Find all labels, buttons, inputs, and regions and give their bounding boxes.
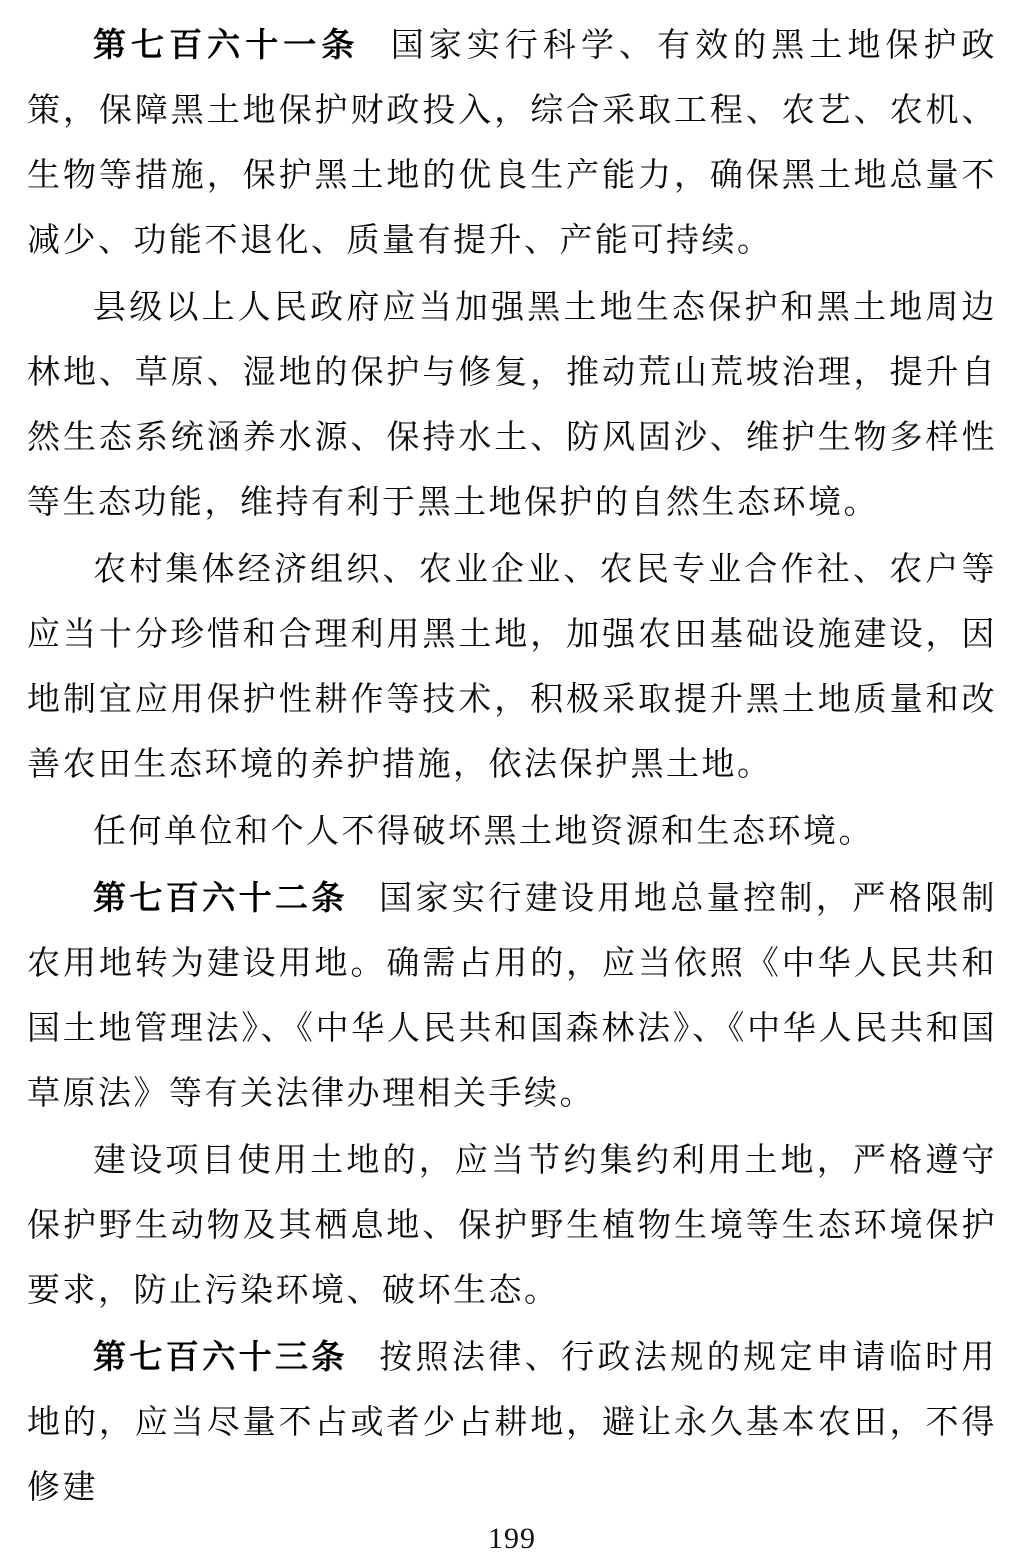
paragraph-text: 县级以上人民政府应当加强黑土地生态保护和黑土地周边林地、草原、湿地的保护与修复，推动荒山荒坡治理，提升自然生态系统涵养水源、保持水土、防风固沙、维护生物多样性等生态功能，维持有利于黑土地保护的自然生态环境。 bbox=[27, 290, 997, 521]
document-body bbox=[27, 12, 997, 1521]
article-number: 第七百六十一条 bbox=[93, 26, 360, 63]
article-number: 第七百六十三条 bbox=[93, 1338, 348, 1375]
law-paragraph bbox=[27, 798, 997, 865]
paragraph-text: 按照法律、行政法规的规定申请临时用地的，应当尽量不占或者少占耕地，避让永久基本农田，不得修建 bbox=[27, 1340, 998, 1506]
paragraph-text: 农村集体经济组织、农业企业、农民专业合作社、农户等应当十分珍惜和合理利用黑土地，加强农田基础设施建设，因地制宜应用保护性耕作等技术，积极采取提升黑土地质量和改善农田生态环境的养护措施，依法保护黑土地。 bbox=[27, 552, 997, 783]
paragraph-text: 建设项目使用土地的，应当节约集约利用土地，严格遵守保护野生动物及其栖息地、保护野生植物生境等生态环境保护要求，防止污染环境、破坏生态。 bbox=[27, 1143, 997, 1309]
law-paragraph bbox=[27, 12, 997, 274]
law-paragraph bbox=[27, 1324, 997, 1521]
article-number: 第七百六十二条 bbox=[93, 879, 348, 916]
law-paragraph bbox=[27, 865, 997, 1127]
page-number: 199 bbox=[488, 1522, 536, 1555]
paragraph-text: 国家实行科学、有效的黑土地保护政策，保障黑土地保护财政投入，综合采取工程、农艺、农机、生物等措施，保护黑土地的优良生产能力，确保黑土地总量不减少、功能不退化、质量有提升、产能可持续。 bbox=[27, 28, 998, 259]
law-paragraph bbox=[27, 274, 997, 536]
paragraph-text: 任何单位和个人不得破坏黑土地资源和生态环境。 bbox=[93, 814, 874, 850]
paragraph-text: 国家实行建设用地总量控制，严格限制农用地转为建设用地。确需占用的，应当依照《中华人民共和国土地管理法》、《中华人民共和国森林法》、《中华人民共和国草原法》等有关法律办理相关手续。 bbox=[27, 881, 998, 1112]
law-paragraph bbox=[27, 1127, 997, 1324]
law-paragraph bbox=[27, 536, 997, 798]
